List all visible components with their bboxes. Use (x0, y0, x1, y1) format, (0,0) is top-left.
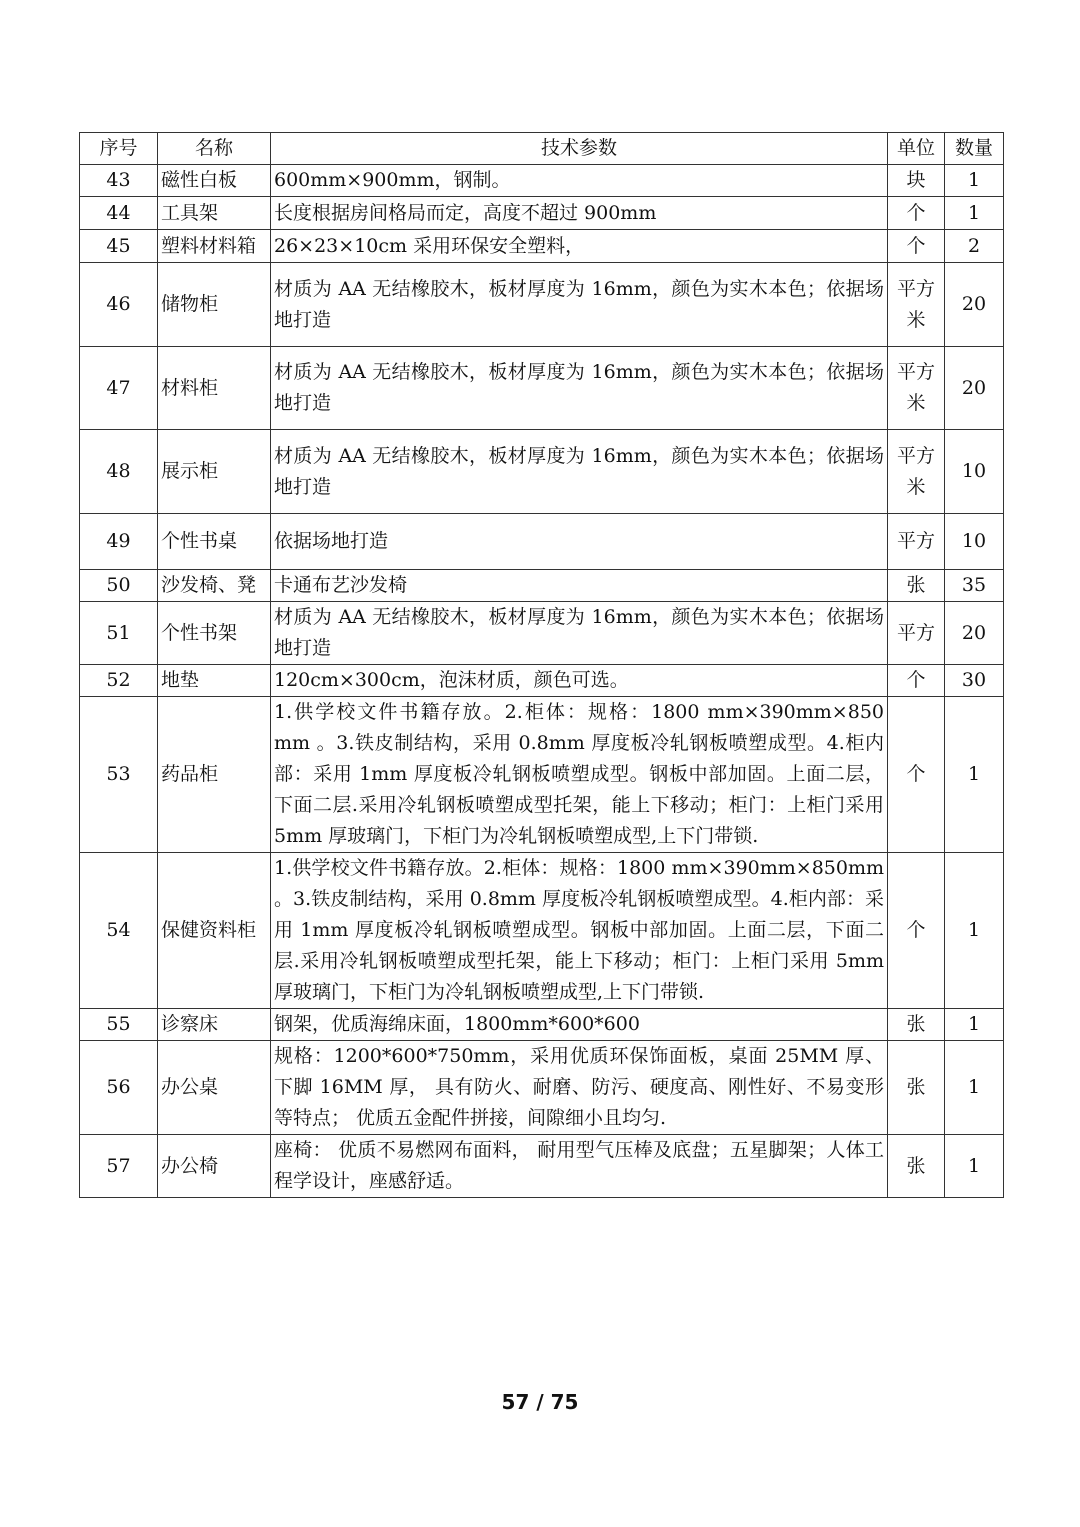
item-quantity: 1 (945, 1135, 1004, 1198)
row-number: 48 (80, 430, 158, 514)
table-body (80, 165, 1004, 1198)
item-spec: 钢架，优质海绵床面，1800mm*600*600 (271, 1009, 888, 1041)
row-number: 45 (80, 230, 158, 263)
table-row (80, 570, 1004, 602)
item-name: 药品柜 (158, 697, 271, 853)
item-name: 个性书架 (158, 602, 271, 665)
row-number: 55 (80, 1009, 158, 1041)
page-number: 57 / 75 (501, 1390, 579, 1414)
row-number: 52 (80, 665, 158, 697)
item-unit: 个 (888, 853, 945, 1009)
row-number: 50 (80, 570, 158, 602)
table-header-row (80, 133, 1004, 165)
item-spec: 卡通布艺沙发椅 (271, 570, 888, 602)
item-unit: 平方 (888, 514, 945, 570)
item-unit: 平方米 (888, 263, 945, 347)
header-spec: 技术参数 (271, 133, 888, 165)
item-name: 材料柜 (158, 347, 271, 430)
item-name: 诊察床 (158, 1009, 271, 1041)
item-unit: 张 (888, 1009, 945, 1041)
item-name: 办公椅 (158, 1135, 271, 1198)
item-name: 沙发椅、凳 (158, 570, 271, 602)
item-quantity: 30 (945, 665, 1004, 697)
row-number: 53 (80, 697, 158, 853)
item-quantity: 20 (945, 602, 1004, 665)
item-name: 展示柜 (158, 430, 271, 514)
item-name: 地垫 (158, 665, 271, 697)
table-row (80, 1041, 1004, 1135)
item-spec: 材质为 AA 无结橡胶木，板材厚度为 16mm，颜色为实木本色；依据场地打造 (271, 347, 888, 430)
table-row (80, 263, 1004, 347)
item-unit: 平方米 (888, 347, 945, 430)
item-quantity: 1 (945, 1009, 1004, 1041)
row-number: 56 (80, 1041, 158, 1135)
header-qty: 数量 (945, 133, 1004, 165)
item-quantity: 1 (945, 197, 1004, 230)
item-quantity: 35 (945, 570, 1004, 602)
table-row (80, 430, 1004, 514)
item-quantity: 10 (945, 514, 1004, 570)
item-spec: 规格：1200*600*750mm，采用优质环保饰面板，桌面 25MM 厚、下脚 16MM 厚， 具有防火、耐磨、防污、硬度高、刚性好、不易变形等特点； 优质五金配件拼接，间隙细小且均匀. (271, 1041, 888, 1135)
item-unit: 个 (888, 697, 945, 853)
item-name: 保健资料柜 (158, 853, 271, 1009)
row-number: 47 (80, 347, 158, 430)
item-name: 塑料材料箱 (158, 230, 271, 263)
table-row (80, 347, 1004, 430)
item-spec: 长度根据房间格局而定，高度不超过 900mm (271, 197, 888, 230)
item-quantity: 1 (945, 1041, 1004, 1135)
item-spec: 26×23×10cm 采用环保安全塑料， (271, 230, 888, 263)
item-quantity: 1 (945, 165, 1004, 197)
header-name: 名称 (158, 133, 271, 165)
item-spec: 材质为 AA 无结橡胶木，板材厚度为 16mm，颜色为实木本色；依据场地打造 (271, 263, 888, 347)
table-row (80, 602, 1004, 665)
row-number: 54 (80, 853, 158, 1009)
item-spec: 依据场地打造 (271, 514, 888, 570)
item-spec: 600mm×900mm，钢制。 (271, 165, 888, 197)
item-name: 工具架 (158, 197, 271, 230)
item-spec: 材质为 AA 无结橡胶木，板材厚度为 16mm，颜色为实木本色；依据场地打造 (271, 430, 888, 514)
table-row (80, 514, 1004, 570)
item-name: 个性书桌 (158, 514, 271, 570)
item-name: 储物柜 (158, 263, 271, 347)
table-row (80, 197, 1004, 230)
table-row (80, 1009, 1004, 1041)
item-unit: 平方米 (888, 430, 945, 514)
row-number: 46 (80, 263, 158, 347)
item-unit: 张 (888, 570, 945, 602)
item-spec: 1.供学校文件书籍存放。2.柜体：规格：1800 mm×390mm×850 mm 。3.铁皮制结构，采用 0.8mm 厚度板冷轧钢板喷塑成型。4.柜内部：采用 1mm 厚度板冷轧钢板喷塑成型。钢板中部加固。上面二层，下面二层.采用冷轧钢板喷塑成型托架，能上下移动；柜门：上柜门采用 5mm 厚玻璃门，下柜门为冷轧钢板喷塑成型,上下门带锁. (271, 697, 888, 853)
header-no: 序号 (80, 133, 158, 165)
item-name: 办公桌 (158, 1041, 271, 1135)
item-unit: 张 (888, 1135, 945, 1198)
table-row (80, 1135, 1004, 1198)
item-quantity: 2 (945, 230, 1004, 263)
item-quantity: 1 (945, 697, 1004, 853)
item-unit: 个 (888, 230, 945, 263)
item-quantity: 1 (945, 853, 1004, 1009)
item-unit: 块 (888, 165, 945, 197)
row-number: 51 (80, 602, 158, 665)
row-number: 49 (80, 514, 158, 570)
item-spec: 1.供学校文件书籍存放。2.柜体：规格：1800 mm×390mm×850mm 。3.铁皮制结构，采用 0.8mm 厚度板冷轧钢板喷塑成型。4.柜内部：采用 1mm 厚度板冷轧钢板喷塑成型。钢板中部加固。上面二层，下面二层.采用冷轧钢板喷塑成型托架，能上下移动；柜门：上柜门采用 5mm 厚玻璃门，下柜门为冷轧钢板喷塑成型,上下门带锁. (271, 853, 888, 1009)
item-unit: 个 (888, 665, 945, 697)
row-number: 43 (80, 165, 158, 197)
table-row (80, 665, 1004, 697)
table-row (80, 853, 1004, 1009)
table-row (80, 165, 1004, 197)
item-unit: 张 (888, 1041, 945, 1135)
item-spec: 材质为 AA 无结橡胶木，板材厚度为 16mm，颜色为实木本色；依据场地打造 (271, 602, 888, 665)
item-spec: 120cm×300cm，泡沫材质，颜色可选。 (271, 665, 888, 697)
item-quantity: 20 (945, 347, 1004, 430)
header-unit: 单位 (888, 133, 945, 165)
table-row (80, 697, 1004, 853)
item-quantity: 10 (945, 430, 1004, 514)
spec-table (79, 132, 1004, 1198)
row-number: 57 (80, 1135, 158, 1198)
item-quantity: 20 (945, 263, 1004, 347)
item-spec: 座椅： 优质不易燃网布面料， 耐用型气压棒及底盘；五星脚架；人体工程学设计，座感舒适。 (271, 1135, 888, 1198)
item-unit: 个 (888, 197, 945, 230)
table-row (80, 230, 1004, 263)
row-number: 44 (80, 197, 158, 230)
item-name: 磁性白板 (158, 165, 271, 197)
item-unit: 平方 (888, 602, 945, 665)
